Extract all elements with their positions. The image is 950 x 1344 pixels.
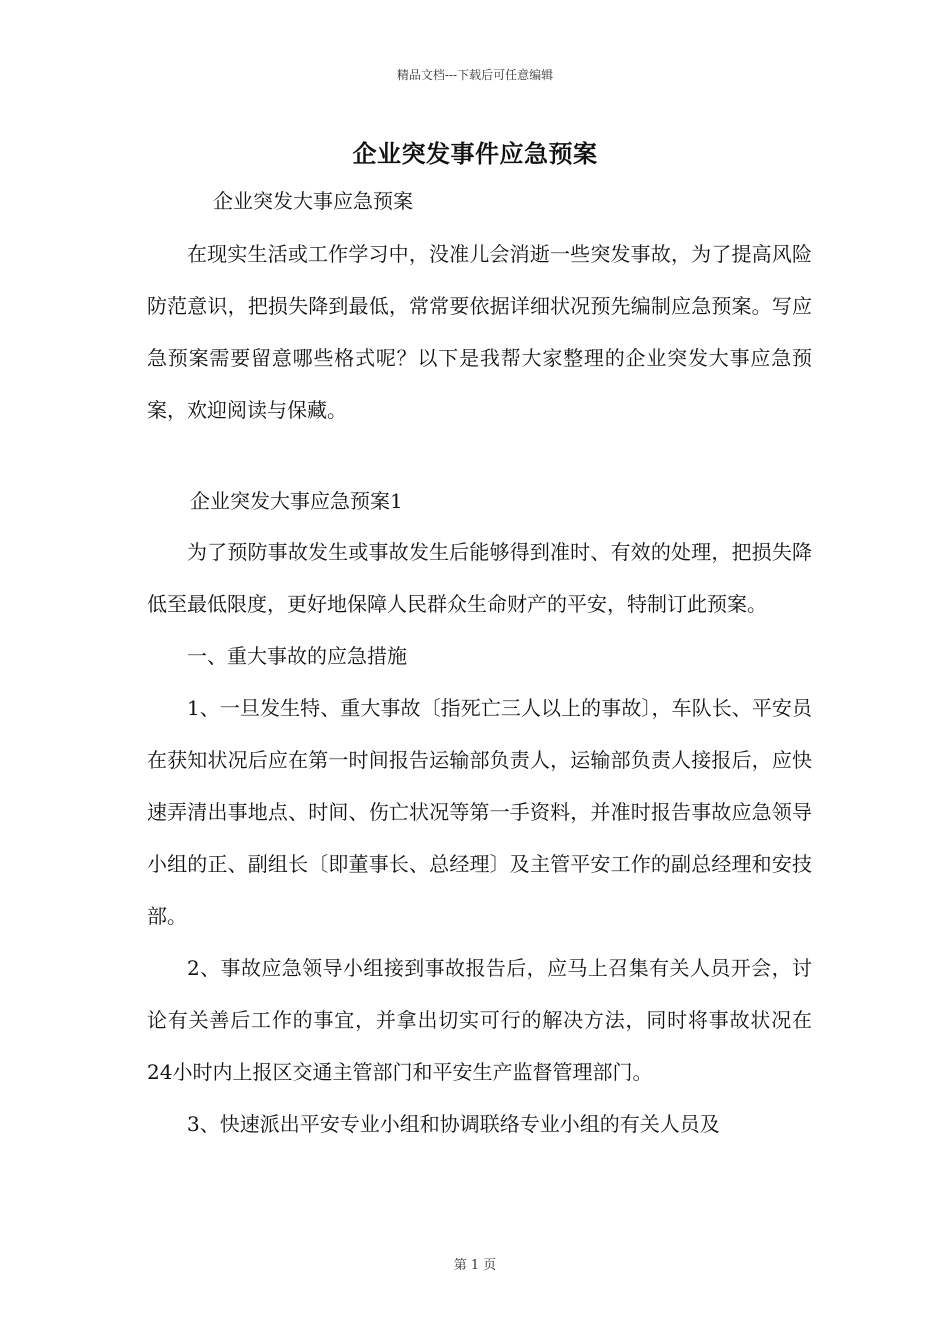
page-number: 第 1 页 <box>453 1258 497 1273</box>
paragraph-heading-measures: 一、重大事故的应急措施 <box>187 644 407 668</box>
intro-paragraph: 在现实生活或工作学习中，没准儿会消逝一些突发事故，为了提高风险防范意识，把损失降到最低，常常要依据详细状况预先编制应急预案。写应急预案需要留意哪些格式呢？以下是我帮大家整理的企业突发大事应急预案，欢迎阅读与保藏。 <box>147 242 812 422</box>
document-title: 企业突发事件应急预案 <box>352 139 598 168</box>
document-subtitle: 企业突发大事应急预案 <box>213 189 413 213</box>
paragraph-item-1: 1、一旦发生特、重大事故〔指死亡三人以上的事故〕，车队长、平安员在获知状况后应在第一时间报告运输部负责人，运输部负责人接报后，应快速弄清出事地点、时间、伤亡状况等第一手资料，并准时报告事故应急领导小组的正、副组长〔即董事长、总经理〕及主管平安工作的副总经理和安技部。 <box>147 696 812 928</box>
paragraph-item-3: 3、快速派出平安专业小组和协调联络专业小组的有关人员及 <box>187 1112 720 1136</box>
header-note: 精品文档---下载后可任意编辑 <box>396 68 554 82</box>
paragraph-item-2: 2、事故应急领导小组接到事故报告后，应马上召集有关人员开会，讨论有关善后工作的事宜，并拿出切实可行的解决方法，同时将事故状况在24小时内上报区交通主管部门和平安生产监督管理部门。 <box>147 956 812 1084</box>
intro-block <box>147 228 812 436</box>
section-title: 企业突发大事应急预案1 <box>190 489 403 513</box>
section-body <box>147 526 812 1150</box>
paragraph-purpose: 为了预防事故发生或事故发生后能够得到准时、有效的处理，把损失降低至最低限度，更好地保障人民群众生命财产的平安，特制订此预案。 <box>147 540 812 616</box>
